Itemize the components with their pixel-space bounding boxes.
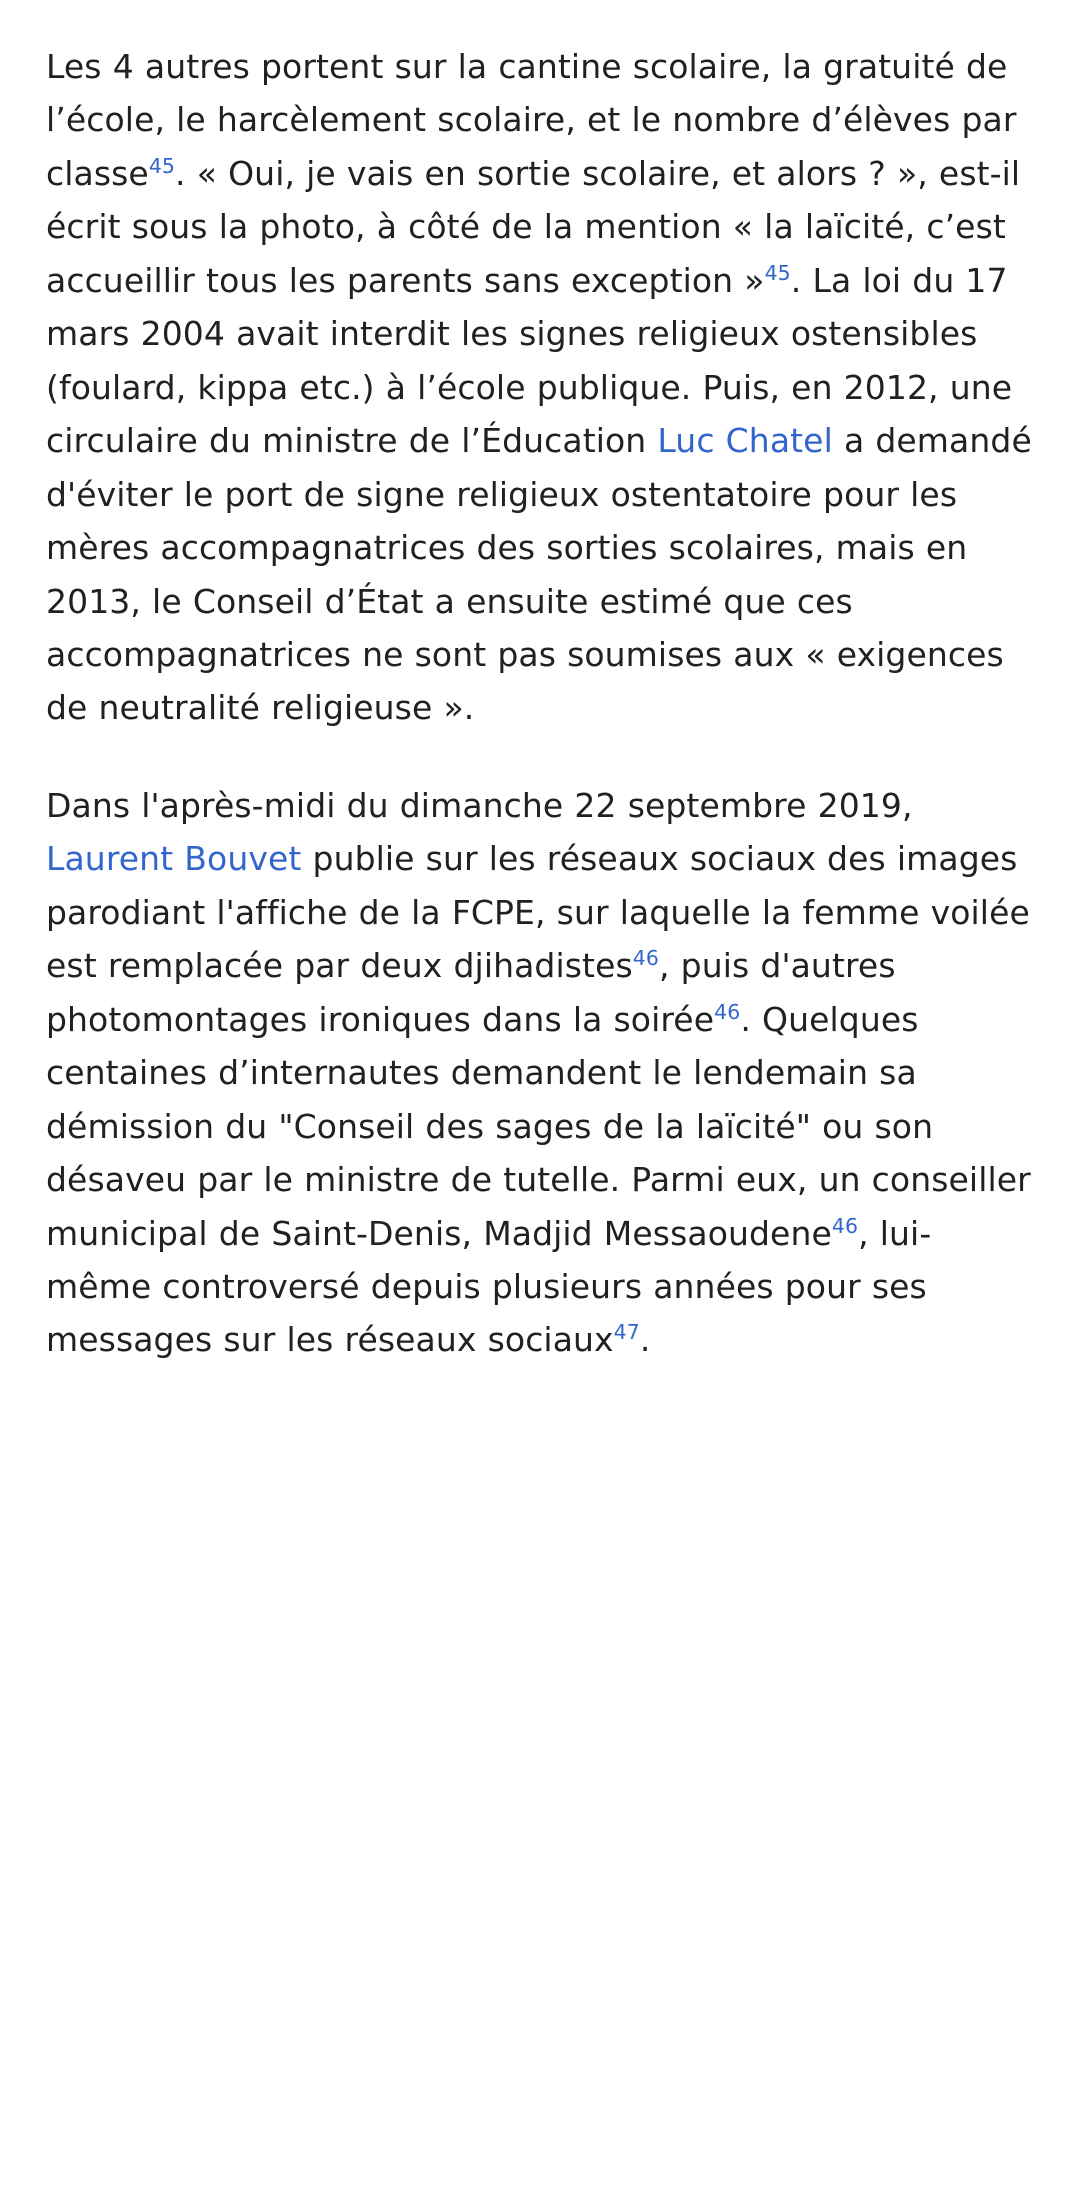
reference-link[interactable]: 47 bbox=[613, 1320, 640, 1345]
reference-marker[interactable] bbox=[614, 1320, 640, 1344]
body-text: publie sur les réseaux sociaux des images parodiant l'affiche de la FCPE, sur laquelle la femme voilée est remplacée par deux djihadistes bbox=[46, 839, 1030, 986]
reference-link[interactable]: 46 bbox=[714, 999, 741, 1024]
body-text: . bbox=[639, 1320, 651, 1360]
reference-link[interactable]: 45 bbox=[764, 260, 791, 285]
body-text: a demandé d'éviter le port de signe religieux ostentatoire pour les mères accompagnatrices des sorties scolaires, mais en 2013, le Conseil d’État a ensuite estimé que ces accompagnatrices ne sont pas soumises aux « exigences de neutralité religieuse ». bbox=[46, 421, 1032, 728]
wiki-link[interactable]: Laurent Bouvet bbox=[46, 839, 302, 879]
reference-marker[interactable] bbox=[633, 946, 659, 970]
body-text: . « Oui, je vais en sortie scolaire, et alors ? », est-il écrit sous la photo, à côté de la mention « la laïcité, c’est accueillir tous les parents sans exception » bbox=[46, 153, 1021, 300]
reference-marker[interactable] bbox=[832, 1214, 858, 1238]
reference-marker[interactable] bbox=[149, 154, 175, 178]
reference-marker[interactable] bbox=[765, 261, 791, 285]
wiki-link[interactable]: Luc Chatel bbox=[657, 421, 833, 461]
reference-link[interactable]: 46 bbox=[632, 946, 659, 971]
paragraph-container bbox=[46, 40, 1034, 1367]
reference-marker[interactable] bbox=[714, 1000, 740, 1024]
body-text: . La loi du 17 mars 2004 avait interdit les signes religieux ostensibles (foulard, kippa etc.) à l’école publique. Puis, en 2012, une circulaire du ministre de l’Éducation bbox=[46, 260, 1013, 461]
body-text: Dans l'après-midi du dimanche 22 septembre 2019, bbox=[46, 785, 913, 825]
body-text: , puis d'autres photomontages ironiques dans la soirée bbox=[46, 946, 896, 1039]
body-text: Les 4 autres portent sur la cantine scolaire, la gratuité de l’école, le harcèlement scolaire, et le nombre d’élèves par classe bbox=[46, 47, 1017, 193]
reference-link[interactable]: 45 bbox=[148, 153, 176, 178]
paragraph-2 bbox=[46, 779, 1034, 1367]
reference-link[interactable]: 46 bbox=[831, 1213, 859, 1238]
paragraph-1 bbox=[46, 40, 1034, 735]
body-text: . Quelques centaines d’internautes demandent le lendemain sa démission du "Conseil des sages de la laïcité" ou son désaveu par le ministre de tutelle. Parmi eux, un conseiller municipal de Saint-Denis, Madjid Messaoudene bbox=[46, 999, 1031, 1253]
body-text: , lui-même controversé depuis plusieurs années pour ses messages sur les réseaux sociaux bbox=[46, 1213, 932, 1360]
